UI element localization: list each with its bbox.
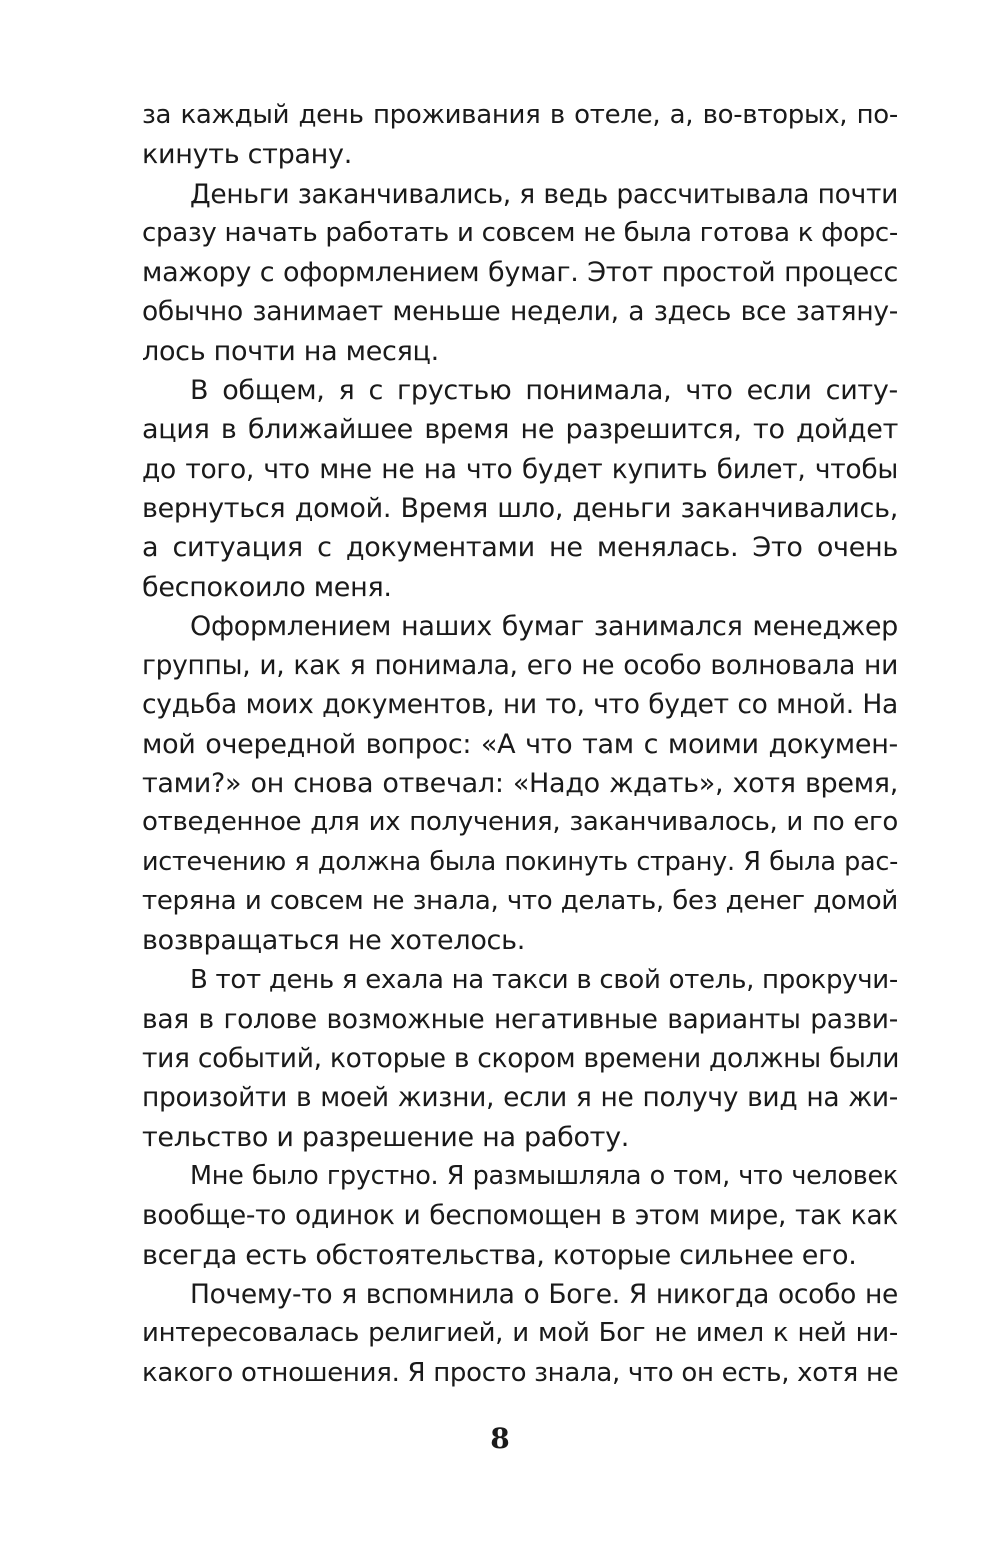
text-line: всегда есть обстоятельства, которые сильнее его.	[142, 1239, 857, 1271]
text-line: теряна и совсем не знала, что делать, без денег домой	[142, 885, 898, 916]
text-line: истечению я должна была покинуть страну. Я была рас-	[142, 846, 898, 877]
text-line: В тот день я ехала на такси в свой отель, прокручи-	[190, 964, 898, 995]
text-line: лось почти на месяц.	[142, 335, 439, 367]
text-line: группы, и, как я понимала, его не особо волновала ни	[142, 650, 898, 682]
text-line: Деньги заканчивались, я ведь рассчитывала почти	[190, 178, 898, 210]
body-text	[142, 96, 898, 1393]
text-line: кинуть страну.	[142, 139, 352, 171]
text-line: произойти в моей жизни, если я не получу вид на жи-	[142, 1082, 898, 1114]
text-line: вая в голове возможные негативные варианты разви-	[142, 1003, 898, 1035]
text-line: сразу начать работать и совсем не была готова к форс-	[142, 217, 898, 248]
text-line: В общем, я с грустью понимала, что если ситу-	[190, 375, 898, 407]
text-line: судьба моих документов, ни то, что будет со мной. На	[142, 689, 898, 721]
text-line: интересовалась религией, и мой Бог не имел к ней ни-	[142, 1318, 898, 1349]
text-line: отведенное для их получения, заканчивалось, и по его	[142, 807, 898, 838]
text-line: Почему-то я вспомнила о Боге. Я никогда особо не	[190, 1278, 898, 1310]
text-line: обычно занимает меньше недели, а здесь все затяну-	[142, 296, 898, 328]
page-number: 8	[490, 1422, 510, 1455]
text-line: какого отношения. Я просто знала, что он есть, хотя не	[142, 1357, 899, 1388]
text-line: Оформлением наших бумаг занимался менеджер	[190, 610, 898, 642]
text-line: мажору с оформлением бумаг. Этот простой процесс	[142, 257, 898, 289]
text-line: мой очередной вопрос: «А что там с моими докумен-	[142, 728, 898, 760]
text-line: Мне было грустно. Я размышляла о том, что человек	[190, 1161, 898, 1192]
text-line: до того, что мне не на что будет купить билет, чтобы	[142, 453, 898, 485]
text-line: тия событий, которые в скором времени должны были	[142, 1043, 900, 1075]
text-line: за каждый день проживания в отеле, а, во-вторых, по-	[142, 100, 898, 130]
text-line: а ситуация с документами не менялась. Это очень	[142, 532, 898, 564]
text-line: вообще-то одинок и беспомощен в этом мире, так как	[142, 1200, 898, 1232]
text-line: беспокоило меня.	[142, 571, 392, 603]
text-line: тами?» он снова отвечал: «Надо ждать», хотя время,	[142, 768, 898, 800]
text-line: тельство и разрешение на работу.	[142, 1121, 630, 1153]
text-line: возвращаться не хотелось.	[142, 925, 525, 957]
text-line: ация в ближайшее время не разрешится, то дойдет	[142, 414, 898, 446]
text-line: вернуться домой. Время шло, деньги заканчивались,	[142, 492, 898, 524]
